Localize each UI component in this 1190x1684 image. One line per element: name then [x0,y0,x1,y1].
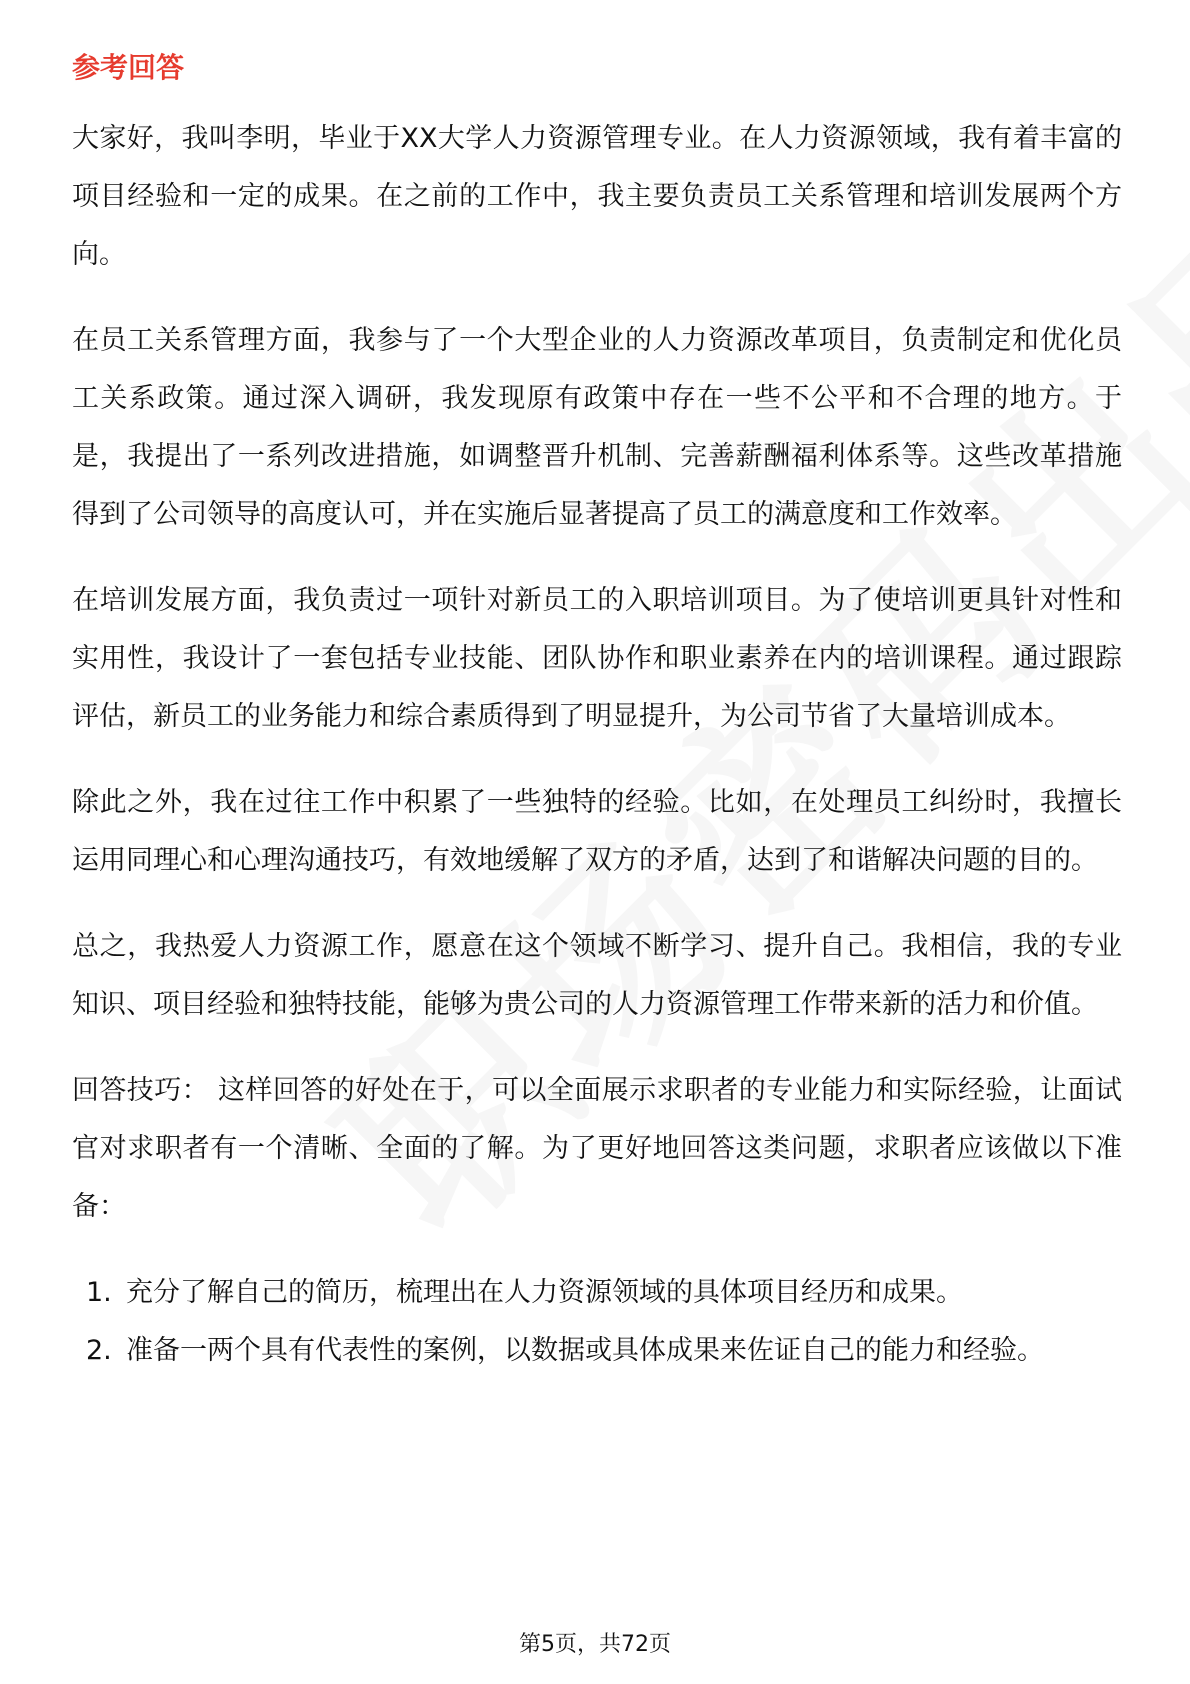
list-item-text: 充分了解自己的简历，梳理出在人力资源领域的具体项目经历和成果。 [126,1277,963,1308]
paragraph-training: 在培训发展方面，我负责过一项针对新员工的入职培训项目。为了使培训更具针对性和实用性，我设计了一套包括专业技能、团队协作和职业素养在内的培训课程。通过跟踪评估，新员工的业务能力和综合素质得到了明显提升，为公司节省了大量培训成本。 [72,585,1122,732]
paragraph-experience: 除此之外，我在过往工作中积累了一些独特的经验。比如，在处理员工纠纷时，我擅长运用同理心和心理沟通技巧，有效地缓解了双方的矛盾，达到了和谐解决问题的目的。 [72,787,1122,876]
page-number-footer: 第5页，共72页 [519,1632,671,1657]
list-item-text: 准备一两个具有代表性的案例，以数据或具体成果来佐证自己的能力和经验。 [126,1335,1044,1366]
page-content [72,48,1122,1380]
list-item-number: 1. [86,1277,112,1308]
list-item [72,1264,1122,1322]
paragraph-summary: 总之，我热爱人力资源工作，愿意在这个领域不断学习、提升自己。我相信，我的专业知识、项目经验和独特技能，能够为贵公司的人力资源管理工作带来新的活力和价值。 [72,931,1122,1020]
list-item-number: 2. [86,1335,112,1366]
paragraph-intro: 大家好，我叫李明，毕业于XX大学人力资源管理专业。在人力资源领域，我有着丰富的项目经验和一定的成果。在之前的工作中，我主要负责员工关系管理和培训发展两个方向。 [72,123,1122,270]
list-item [72,1322,1122,1380]
paragraph-employee-relations: 在员工关系管理方面，我参与了一个大型企业的人力资源改革项目，负责制定和优化员工关系政策。通过深入调研，我发现原有政策中存在一些不公平和不合理的地方。于是，我提出了一系列改进措施，如调整晋升机制、完善薪酬福利体系等。这些改革措施得到了公司领导的高度认可，并在实施后显著提高了员工的满意度和工作效率。 [72,325,1122,530]
paragraph-tips: 回答技巧： 这样回答的好处在于，可以全面展示求职者的专业能力和实际经验，让面试官对求职者有一个清晰、全面的了解。为了更好地回答这类问题，求职者应该做以下准备： [72,1075,1122,1222]
section-heading: 参考回答 [72,51,185,84]
preparation-list [72,1264,1122,1380]
